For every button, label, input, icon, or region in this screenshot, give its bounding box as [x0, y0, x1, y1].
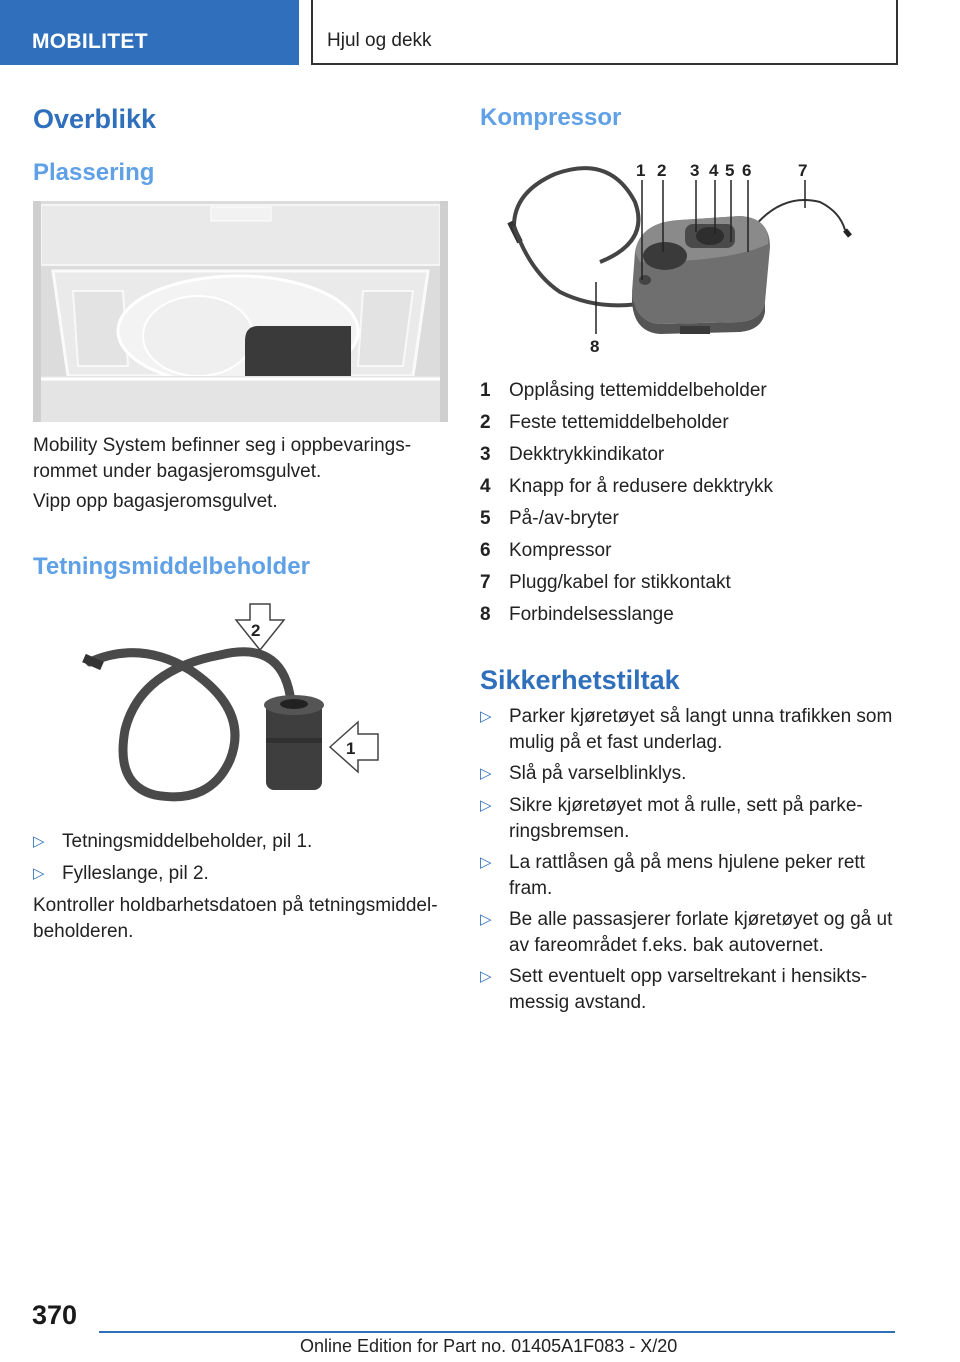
fig-label-1: 1	[636, 161, 646, 180]
legend-number: 4	[480, 476, 491, 497]
safety-bullet-5-line-1: Be alle passasjerer forlate kjøretøyet og gå ut	[509, 909, 893, 930]
legend-item	[480, 506, 910, 538]
fig-label-3: 3	[690, 161, 700, 180]
legend-item	[480, 378, 910, 410]
triangle-right-outline-icon: ▷	[480, 765, 492, 782]
safety-bullet-2: ▷ Slå på varselblinklys.	[480, 761, 900, 787]
placement-description	[33, 433, 453, 485]
safety-bullet-5-line-2: av fareområdet f.eks. bak autovernet.	[509, 935, 824, 956]
placement-line-1: Mobility System befinner seg i oppbevarings-	[33, 435, 412, 456]
legend-item	[480, 474, 910, 506]
safety-bullet-3	[480, 793, 900, 845]
safety-bullet-3-line-1: Sikre kjøretøyet mot å rulle, sett på parke-	[509, 795, 863, 816]
placement-line-2: rommet under bagasjeromsgulvet.	[33, 461, 322, 482]
legend-number: 2	[480, 412, 491, 433]
safety-bullet-4	[480, 850, 900, 902]
chapter-header	[311, 0, 898, 65]
sealant-container-illustration	[80, 600, 390, 810]
safety-bullet-1-line-1: Parker kjøretøyet så langt unna trafikken som	[509, 706, 893, 727]
container-bullet-1: ▷ Tetningsmiddelbeholder, pil 1.	[33, 829, 453, 855]
safety-bullet-4-line-1: La rattlåsen gå på mens hjulene peker rett	[509, 852, 865, 873]
edition-text: Online Edition for Part no. 01405A1F083 - X/20	[300, 1336, 678, 1356]
container-heading: Tetningsmiddelbeholder	[33, 553, 310, 580]
container-description	[33, 893, 453, 945]
legend-item	[480, 410, 910, 442]
container-text-line-1: Kontroller holdbarhetsdatoen på tetningsmiddel-	[33, 895, 438, 916]
placement-instruction: Vipp opp bagasjeromsgulvet.	[33, 491, 278, 512]
triangle-right-outline-icon: ▷	[480, 911, 492, 928]
legend-number: 6	[480, 540, 491, 561]
compressor-illustration	[500, 152, 860, 360]
compressor-legend	[480, 378, 910, 634]
legend-item	[480, 602, 910, 634]
footer-divider	[99, 1331, 895, 1333]
triangle-right-outline-icon: ▷	[33, 833, 45, 850]
arrow-2-label: 2	[251, 621, 261, 640]
legend-item	[480, 442, 910, 474]
safety-bullet-5	[480, 907, 900, 959]
fig-label-7: 7	[798, 161, 808, 180]
safety-bullet-3-line-2: ringsbremsen.	[509, 821, 630, 842]
chapter-label: Hjul og dekk	[327, 30, 432, 51]
page-number: 370	[32, 1300, 78, 1330]
fig-label-8: 8	[590, 337, 600, 356]
safety-bullet-6	[480, 964, 900, 1016]
legend-text: Feste tettemiddelbeholder	[509, 412, 729, 433]
fig-label-2: 2	[657, 161, 667, 180]
overview-heading: Overblikk	[33, 104, 157, 134]
container-text-line-2: beholderen.	[33, 921, 134, 942]
safety-bullet-6-line-2: messig avstand.	[509, 992, 647, 1013]
triangle-right-outline-icon: ▷	[480, 797, 492, 814]
legend-item	[480, 570, 910, 602]
legend-text: Knapp for å redusere dekktrykk	[509, 476, 774, 497]
compressor-heading: Kompressor	[480, 104, 622, 131]
safety-bullet-1-line-2: mulig på et fast underlag.	[509, 732, 723, 753]
legend-number: 8	[480, 604, 491, 625]
legend-number: 7	[480, 572, 491, 593]
legend-text: Opplåsing tettemiddelbeholder	[509, 380, 767, 401]
legend-text: Kompressor	[509, 540, 612, 561]
legend-item	[480, 538, 910, 570]
triangle-right-outline-icon: ▷	[33, 865, 45, 882]
legend-number: 5	[480, 508, 491, 529]
fig-label-4: 4	[709, 161, 719, 180]
safety-bullet-6-line-1: Sett eventuelt opp varseltrekant i hensikts-	[509, 966, 868, 987]
legend-number: 1	[480, 380, 491, 401]
safety-bullet-1	[480, 704, 900, 756]
legend-text: Plugg/kabel for stikkontakt	[509, 572, 731, 593]
legend-text: Dekktrykkindikator	[509, 444, 665, 465]
triangle-right-outline-icon: ▷	[480, 854, 492, 871]
safety-heading: Sikkerhetstiltak	[480, 665, 680, 695]
arrow-1-label: 1	[346, 739, 356, 758]
trunk-illustration	[33, 201, 448, 422]
triangle-right-outline-icon: ▷	[480, 708, 492, 725]
safety-bullet-4-line-2: fram.	[509, 878, 553, 899]
fig-label-6: 6	[742, 161, 752, 180]
section-tab	[0, 0, 299, 65]
placement-heading: Plassering	[33, 159, 155, 186]
legend-number: 3	[480, 444, 491, 465]
fig-label-5: 5	[725, 161, 735, 180]
section-label: MOBILITET	[32, 30, 148, 53]
legend-text: Forbindelsesslange	[509, 604, 674, 625]
legend-text: På-/av-bryter	[509, 508, 619, 529]
triangle-right-outline-icon: ▷	[480, 968, 492, 985]
container-bullet-2: ▷ Fylleslange, pil 2.	[33, 861, 453, 887]
